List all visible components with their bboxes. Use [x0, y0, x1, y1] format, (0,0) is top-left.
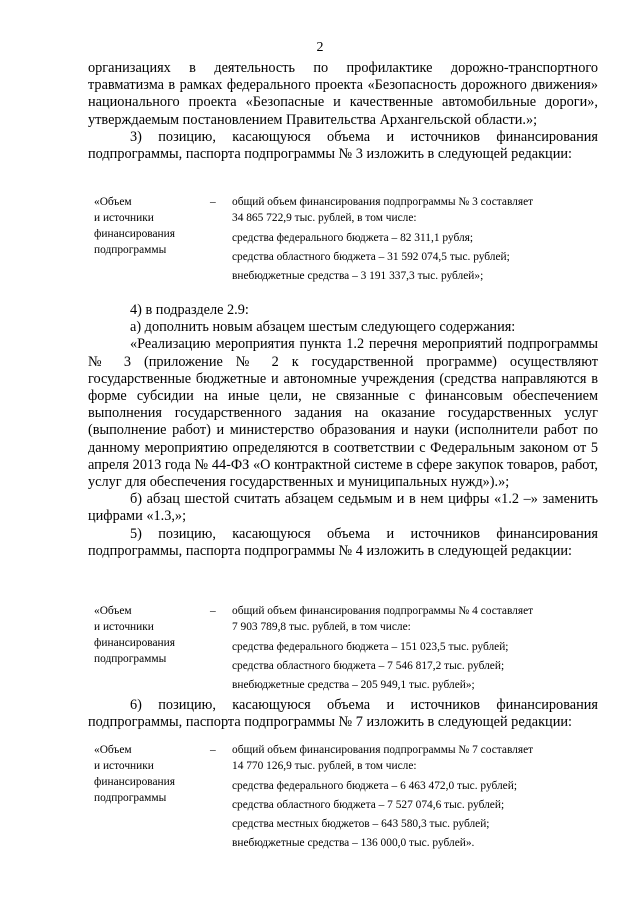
- label-line: финансирования: [94, 228, 175, 240]
- label-line: финансирования: [94, 776, 175, 788]
- label-line: «Объем: [94, 744, 132, 756]
- value-line: 14 770 126,9 тыс. рублей, в том числе:: [232, 760, 417, 772]
- table-label: [94, 194, 204, 258]
- table-label: [94, 742, 204, 806]
- table-label: [94, 603, 204, 667]
- value-line: внебюджетные средства – 136 000,0 тыс. рублей».: [232, 837, 475, 849]
- value-line: общий объем финансирования подпрограммы № 4 составляет: [232, 605, 534, 617]
- table-dash: –: [210, 744, 216, 756]
- paragraph-item-6: 6) позицию, касающуюся объема и источников финансирования подпрограммы, паспорта подпрограммы № 7 изложить в следующей редакции:: [88, 697, 598, 731]
- value-line: внебюджетные средства – 3 191 337,3 тыс. рублей»;: [232, 270, 484, 282]
- value-line: средства местных бюджетов – 643 580,3 тыс. рублей;: [232, 818, 490, 830]
- value-line: средства федерального бюджета – 151 023,5 тыс. рублей;: [232, 641, 509, 653]
- label-line: подпрограммы: [94, 653, 167, 665]
- value-line: средства областного бюджета – 7 546 817,2 тыс. рублей;: [232, 660, 505, 672]
- paragraph-item-4b: б) абзац шестой считать абзацем седьмым и в нем цифры «1.2 –» заменить цифрами «1.3,»;: [88, 491, 598, 525]
- value-line: средства областного бюджета – 7 527 074,6 тыс. рублей;: [232, 799, 505, 811]
- middle-text-block: [88, 302, 598, 560]
- table-dash: –: [210, 605, 216, 617]
- label-line: подпрограммы: [94, 792, 167, 804]
- paragraph-continuation: организациях в деятельность по профилактике дорожно-транспортного травматизма в рамках федерального проекта «Безопасность дорожного движения» национального проекта «Безопасные и качественные автомобильные дороги», утверждаемым постановлением Правительства Архангельской области.»;: [88, 60, 598, 128]
- paragraph-quote: «Реализацию мероприятия пункта 1.2 перечня мероприятий подпрограммы № 3 (приложение № 2 к государственной программе) осуществляют государственные бюджетные и автономные учреждения (средства направляются в форме субсидии на иные цели, не связанные с финансовым обеспечением выполнения государственного задания на оказание государственных услуг (выполнение работ) и министерство образования и науки (исполнители работ по данному мероприятию определяются в соответствии с Федеральным законом от 5 апреля 2013 года № 44-ФЗ «О контрактной системе в сфере закупок товаров, работ, услуг для обеспечения государственных и муниципальных нужд»).»;: [88, 336, 598, 491]
- value-line: внебюджетные средства – 205 949,1 тыс. рублей»;: [232, 679, 475, 691]
- page-number: 2: [316, 40, 324, 55]
- paragraph-item-4: 4) в подразделе 2.9:: [130, 302, 249, 318]
- label-line: «Объем: [94, 196, 132, 208]
- label-line: подпрограммы: [94, 244, 167, 256]
- value-line: 7 903 789,8 тыс. рублей, в том числе:: [232, 621, 411, 633]
- label-line: и источники: [94, 212, 154, 224]
- paragraph-6-block: [88, 697, 598, 731]
- table-values: [232, 194, 584, 287]
- label-line: «Объем: [94, 605, 132, 617]
- value-line: общий объем финансирования подпрограммы № 7 составляет: [232, 744, 534, 756]
- value-line: средства федерального бюджета – 6 463 472,0 тыс. рублей;: [232, 780, 518, 792]
- value-line: средства областного бюджета – 31 592 074,5 тыс. рублей;: [232, 251, 510, 263]
- label-line: финансирования: [94, 637, 175, 649]
- paragraph-item-3: 3) позицию, касающуюся объема и источников финансирования подпрограммы, паспорта подпрограммы № 3 изложить в следующей редакции:: [88, 128, 598, 163]
- value-line: 34 865 722,9 тыс. рублей, в том числе:: [232, 212, 417, 224]
- top-text-block: [88, 60, 598, 163]
- label-line: и источники: [94, 760, 154, 772]
- paragraph-item-5: 5) позицию, касающуюся объема и источников финансирования подпрограммы, паспорта подпрограммы № 4 изложить в следующей редакции:: [88, 525, 598, 559]
- value-line: средства федерального бюджета – 82 311,1 рубля;: [232, 232, 474, 244]
- label-line: и источники: [94, 621, 154, 633]
- table-dash: –: [210, 196, 216, 208]
- value-line: общий объем финансирования подпрограммы № 3 составляет: [232, 196, 534, 208]
- table-values: [232, 603, 584, 696]
- paragraph-item-4a: а) дополнить новым абзацем шестым следующего содержания:: [130, 319, 516, 336]
- table-values: [232, 742, 584, 854]
